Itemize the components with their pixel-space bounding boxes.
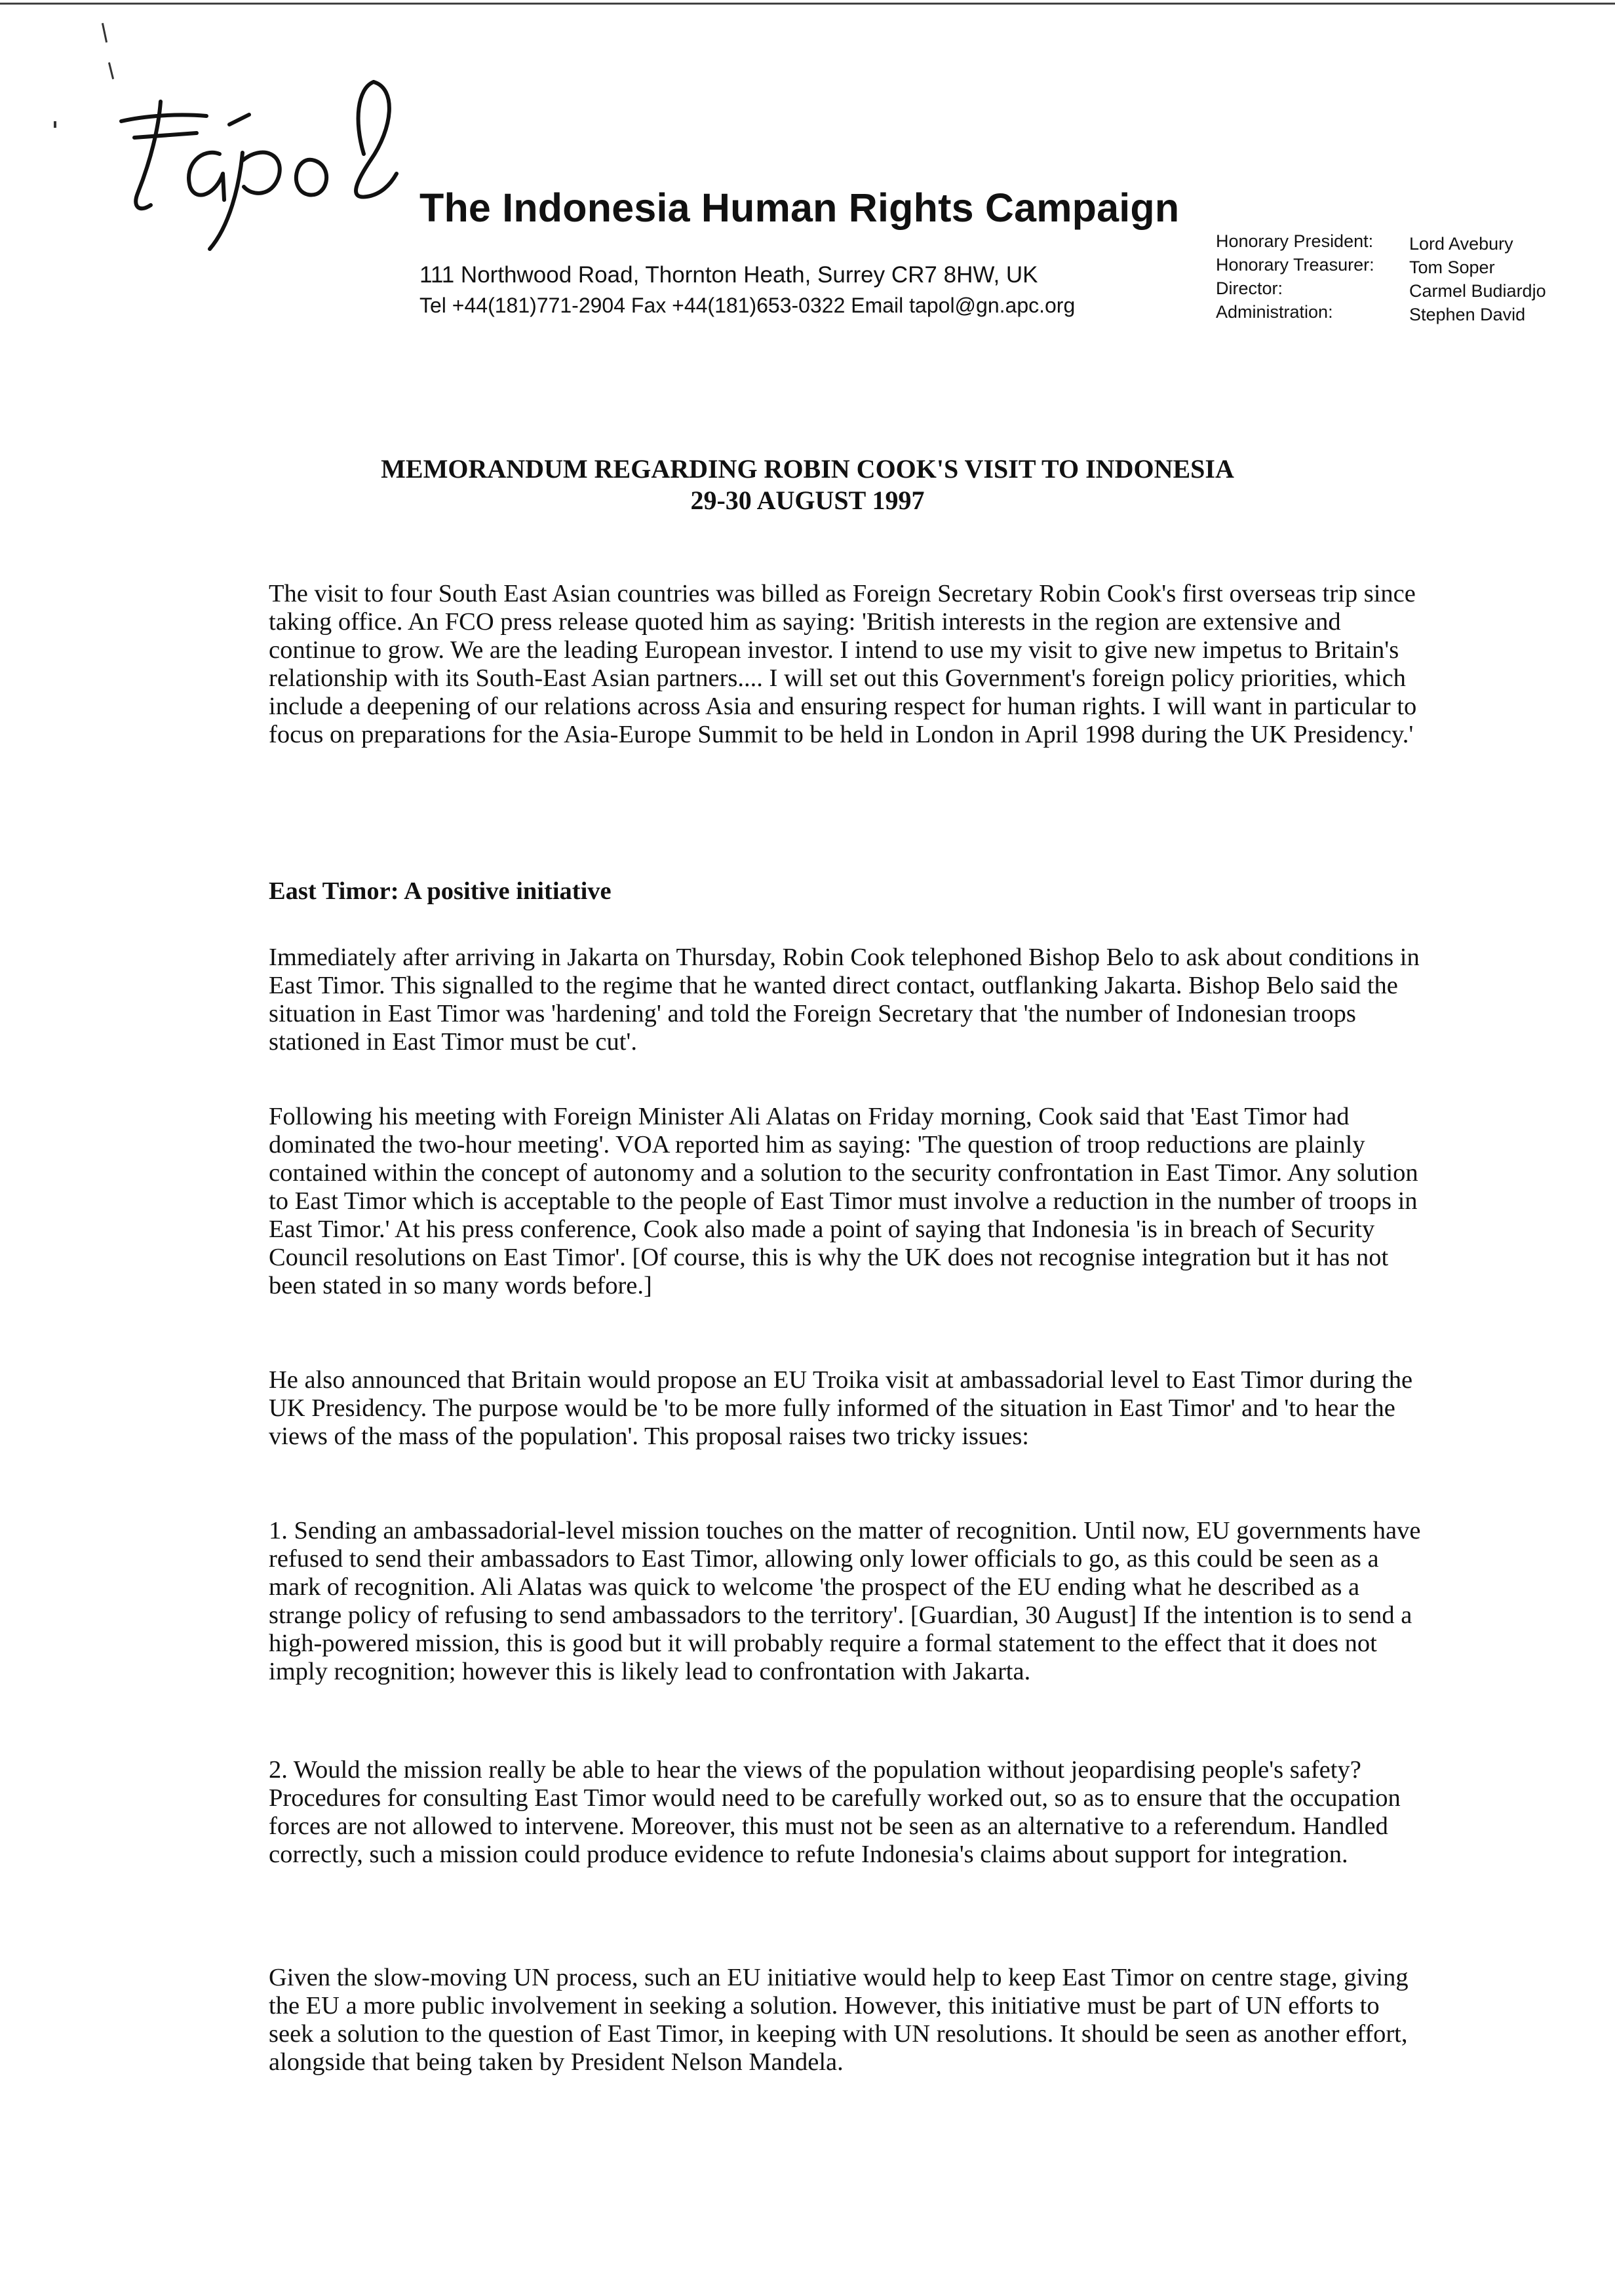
officer-role: Honorary President: — [1216, 231, 1374, 251]
officer-name: Lord Avebury — [1409, 234, 1513, 254]
paragraph-meeting: Following his meeting with Foreign Minister Ali Alatas on Friday morning, Cook said that 'East Timor had dominated the two-hour meeting'. VOA reported him as saying: 'The question of troop reductions are plainly contained within the concept of autonomy and a solution to the security confrontation in East Timor. Any solution to East Timor which is acceptable to the people of East Timor must involve a reduction in the number of troops in East Timor.' At his press conference, Cook also made a point of saying that Indonesia 'is in breach of Security Council resolutions on East Timor'. [Of course, this is why the UK does not recognise integration but it has not been stated in so many words before.] — [269, 1103, 1418, 1299]
officer-name: Tom Soper — [1409, 258, 1495, 277]
officer-roles — [1216, 229, 1374, 324]
officer-name: Carmel Budiardjo — [1409, 281, 1546, 301]
officer-names — [1409, 232, 1546, 326]
organization-title: The Indonesia Human Rights Campaign — [419, 185, 1180, 230]
intro-paragraph: The visit to four South East Asian countries was billed as Foreign Secretary Robin Cook's first overseas trip since taking office. An FCO press release quoted him as saying: 'British interests in the region are extensive and continue to grow. We are the leading European investor. I intend to use my visit to give new impetus to Britain's relationship with its South-East Asian partners.... I will set out this Government's foreign policy priorities, which include a deepening of our relations across Asia and ensuring respect for human rights. I will want in particular to focus on preparations for the Asia-Europe Summit to be held in London in April 1998 during the UK Presidency.' — [269, 580, 1417, 748]
section-heading: East Timor: A positive initiative — [269, 877, 612, 905]
scan-edge-line — [0, 3, 1615, 5]
tapol-logo — [98, 75, 406, 252]
numbered-point-2: 2. Would the mission really be able to hear the views of the population without jeopardising people's safety? Procedures for consulting East Timor would need to be carefully worked out, so as to ensure that the occupation forces are not allowed to intervene. Moreover, this must not be seen as an alternative to a referendum. Handled correctly, such a mission could produce evidence to refute Indonesia's claims about support for integration. — [269, 1756, 1401, 1868]
scan-mark — [54, 121, 56, 128]
officer-role: Director: — [1216, 278, 1283, 298]
paragraph-conclusion: Given the slow-moving UN process, such an EU initiative would help to keep East Timor on centre stage, giving the EU a more public involvement in seeking a solution. However, this initiative must be part of UN efforts to seek a solution to the question of East Timor, in keeping with UN resolutions. It should be seen as another effort, alongside that being taken by President Nelson Mandela. — [269, 1964, 1409, 2076]
paragraph-troika: He also announced that Britain would propose an EU Troika visit at ambassadorial level to East Timor during the UK Presidency. The purpose would be 'to be more fully informed of the situation in East Timor' and 'to hear the views of the mass of the population'. This proposal raises two tricky issues: — [269, 1366, 1413, 1450]
officer-role: Administration: — [1216, 302, 1333, 322]
numbered-point-1: 1. Sending an ambassadorial-level mission touches on the matter of recognition. Until now, EU governments have refused to send their ambassadors to East Timor, allowing only lower officials to go, as this could be seen as a mark of recognition. Ali Alatas was quick to welcome 'the prospect of the EU ending what he described as a strange policy of refusing to send ambassadors to the territory'. [Guardian, 30 August] If the intention is to send a high-powered mission, this is good but it will probably require a formal statement to the effect that it does not imply recognition; however this is likely lead to confrontation with Jakarta. — [269, 1517, 1421, 1685]
organization-address: 111 Northwood Road, Thornton Heath, Surrey CR7 8HW, UK — [419, 262, 1038, 288]
paragraph-arrival: Immediately after arriving in Jakarta on Thursday, Robin Cook telephoned Bishop Belo to ask about conditions in East Timor. This signalled to the regime that he wanted direct contact, outflanking Jakarta. Bishop Belo said the situation in East Timor was 'hardening' and told the Foreign Secretary that 'the number of Indonesian troops stationed in East Timor must be cut'. — [269, 944, 1420, 1056]
officer-role: Honorary Treasurer: — [1216, 255, 1374, 275]
officer-name: Stephen David — [1409, 305, 1526, 324]
memo-date: 29-30 AUGUST 1997 — [690, 486, 925, 515]
scan-mark — [102, 23, 107, 43]
organization-contact: Tel +44(181)771-2904 Fax +44(181)653-0322 Email tapol@gn.apc.org — [419, 294, 1076, 317]
memo-title: MEMORANDUM REGARDING ROBIN COOK'S VISIT TO INDONESIA — [381, 454, 1234, 484]
